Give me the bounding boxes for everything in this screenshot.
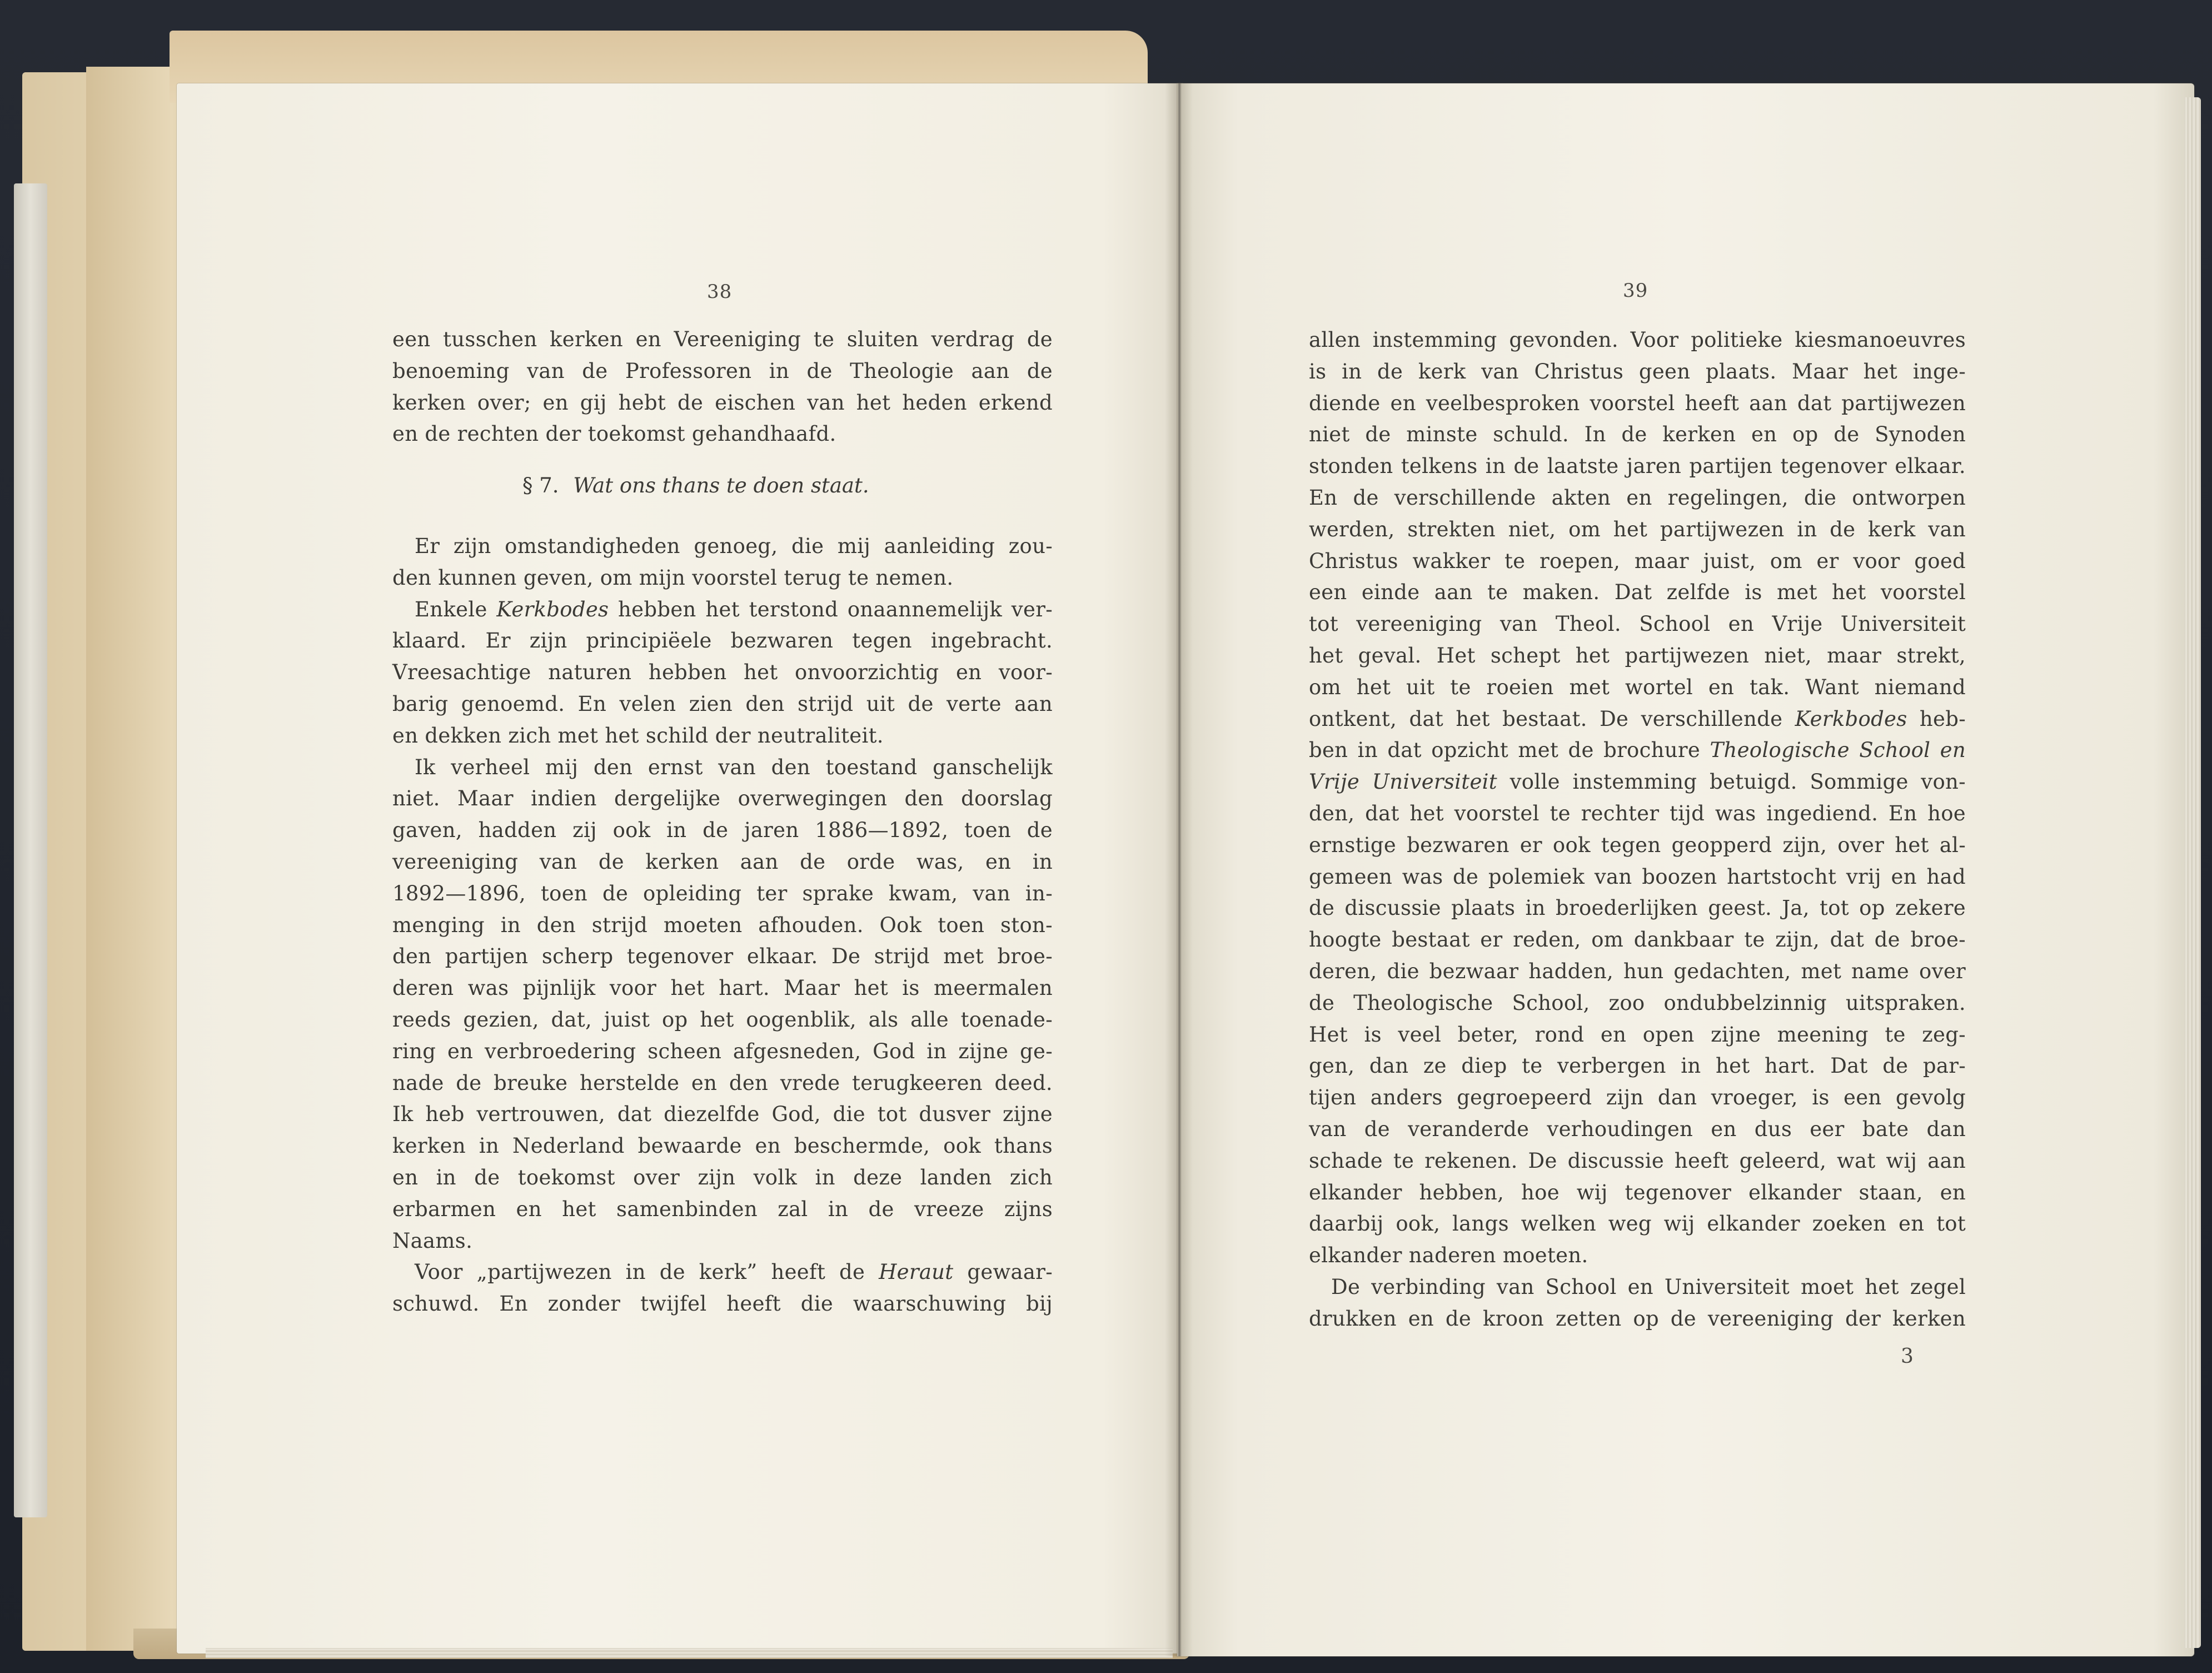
section-number: § 7. — [522, 474, 559, 498]
text-line: het geval. Het schept het partijwezen niet, maar strekt, — [1309, 643, 1966, 668]
text-line: nade de breuke herstelde en den vrede terugkeeren deed. — [392, 1070, 1053, 1095]
text-line: gen, dan ze diep te verbergen in het hart. Dat de par- — [1309, 1054, 1966, 1078]
text-line: hoogte bestaat er reden, om dankbaar te zijn, dat de broe- — [1309, 928, 1966, 952]
text-line: Het is veel beter, rond en open zijne meening te zeg- — [1309, 1022, 1966, 1047]
text-line: tot vereeniging van Theol. School en Vrije Universiteit — [1309, 612, 1966, 636]
text-line: Christus wakker te roepen, maar juist, om er voor goed — [1309, 549, 1966, 573]
text-line: De verbinding van School en Universiteit moet het zegel — [1331, 1274, 1966, 1299]
text-line: de discussie plaats in broederlijken geest. Ja, tot op zekere — [1309, 896, 1966, 920]
text-line: diende en veelbesproken voorstel heeft aan dat partijwezen — [1309, 391, 1966, 415]
text-line: barig genoemd. En velen zien den strijd uit de verte aan — [392, 691, 1053, 716]
section-heading — [392, 470, 1053, 502]
text-line: gemeen was de polemiek van boozen hartstocht vrij en had — [1309, 864, 1966, 889]
text-line: Naams. — [392, 1228, 473, 1253]
left-page-number: 38 — [707, 281, 733, 303]
text-line: klaard. Er zijn principiëele bezwaren tegen ingebracht. — [392, 629, 1053, 653]
text-line: een tusschen kerken en Vereeniging te sluiten verdrag de — [392, 327, 1053, 351]
section-title: Wat ons thans te doen staat. — [573, 474, 869, 498]
text-line: kerken over; en gij hebt de eischen van het heden erkend — [392, 390, 1053, 415]
text-line: ring en verbroedering scheen afgesneden, God in zijne ge- — [392, 1039, 1053, 1063]
text-line: benoeming van de Professoren in de Theologie aan de — [392, 359, 1053, 383]
signature-mark: 3 — [1901, 1345, 1914, 1368]
text-line: en in de toekomst over zijn volk in deze landen zich — [392, 1165, 1053, 1189]
text-line: is in de kerk van Christus geen plaats. Maar het inge- — [1309, 359, 1966, 384]
text-line: den, dat het voorstel te rechter tijd was ingediend. En hoe — [1309, 801, 1966, 825]
text-line: de Theologische School, zoo ondubbelzinnig uitspraken. — [1309, 990, 1966, 1015]
text-line: den kunnen geven, om mijn voorstel terug te nemen. — [392, 565, 954, 590]
cover-spine-strip — [14, 183, 47, 1517]
text-line: ontkent, dat het bestaat. De verschillende Kerkbodes heb- — [1309, 706, 1966, 731]
text-line: ben in dat opzicht met de brochure Theologische School en — [1309, 738, 1966, 763]
text-line: vereeniging van de kerken aan de orde was, en in — [392, 849, 1053, 874]
text-line: daarbij ook, langs welken weg wij elkander zoeken en tot — [1309, 1212, 1966, 1236]
text-line: drukken en de kroon zetten op de vereeniging der kerken — [1309, 1306, 1966, 1331]
text-line: en de rechten der toekomst gehandhaafd. — [392, 422, 836, 446]
text-line: Er zijn omstandigheden genoeg, die mij aanleiding zou- — [415, 534, 1053, 558]
text-line: tijen anders gegroepeerd zijn dan vroeger, is een gevolg — [1309, 1086, 1966, 1110]
text-line: werden, strekten niet, om het partijwezen in de kerk van — [1309, 517, 1966, 541]
text-line: schuwd. En zonder twijfel heeft die waarschuwing bij — [392, 1292, 1053, 1316]
text-line: menging in den strijd moeten afhouden. Ook toen ston- — [392, 913, 1053, 937]
text-line: deren was pijnlijk voor het hart. Maar het is meermalen — [392, 976, 1053, 1000]
text-line: gaven, hadden zij ook in de jaren 1886—1892, toen de — [392, 818, 1053, 843]
text-line: deren, die bezwaar hadden, hun gedachten, met name over — [1309, 959, 1966, 983]
text-line: om het uit te roeien met wortel en tak. Want niemand — [1309, 675, 1966, 699]
book-gutter — [1165, 83, 1193, 1656]
text-line: schade te rekenen. De discussie heeft geleerd, wat wij aan — [1309, 1148, 1966, 1173]
text-line: niet de minste schuld. In de kerken en op de Synoden — [1309, 422, 1966, 447]
text-line: kerken in Nederland bewaarde en beschermde, ook thans — [392, 1134, 1053, 1158]
text-line: reeds gezien, dat, juist op het oogenblik, als alle toenade- — [392, 1007, 1053, 1032]
text-line: en dekken zich met het schild der neutraliteit. — [392, 723, 884, 748]
text-line: van de veranderde verhoudingen en dus eer bate dan — [1309, 1117, 1966, 1141]
text-line: elkander naderen moeten. — [1309, 1243, 1588, 1268]
text-line: Vreesachtige naturen hebben het onvoorzichtig en voor- — [392, 660, 1053, 685]
right-page-edges — [2184, 97, 2201, 1648]
left-page-text — [392, 324, 1053, 1320]
text-line: niet. Maar indien dergelijke overwegingen den doorslag — [392, 786, 1053, 811]
text-line: Voor „partijwezen in de kerk” heeft de Heraut gewaar- — [415, 1260, 1053, 1284]
right-page-number: 39 — [1623, 280, 1648, 302]
text-line: een einde aan te maken. Dat zelfde is met het voorstel — [1309, 580, 1966, 605]
text-line: Vrije Universiteit volle instemming betuigd. Sommige von- — [1309, 770, 1966, 794]
text-line: Enkele Kerkbodes hebben het terstond onaannemelijk ver- — [415, 597, 1053, 621]
text-line: En de verschillende akten en regelingen, die ontworpen — [1309, 485, 1966, 510]
text-line: den partijen scherp tegenover elkaar. De strijd met broe- — [392, 944, 1053, 969]
text-line: elkander hebben, hoe wij tegenover elkander staan, en — [1309, 1180, 1966, 1204]
right-page-text — [1309, 325, 1966, 1335]
text-line: ernstige bezwaren er ook tegen geopperd zijn, over het al- — [1309, 833, 1966, 857]
text-line: 1892—1896, toen de opleiding ter sprake kwam, van in- — [392, 881, 1053, 905]
left-page-edge — [206, 1648, 1173, 1658]
text-line: erbarmen en het samenbinden zal in de vreeze zijns — [392, 1197, 1053, 1221]
text-line: Ik heb vertrouwen, dat diezelfde God, die tot dusver zijne — [392, 1102, 1053, 1127]
text-line: Ik verheel mij den ernst van den toestand ganschelijk — [415, 755, 1053, 779]
text-line: allen instemming gevonden. Voor politieke kiesmanoeuvres — [1309, 328, 1966, 352]
text-line: stonden telkens in de laatste jaren partijen tegenover elkaar. — [1309, 454, 1966, 479]
